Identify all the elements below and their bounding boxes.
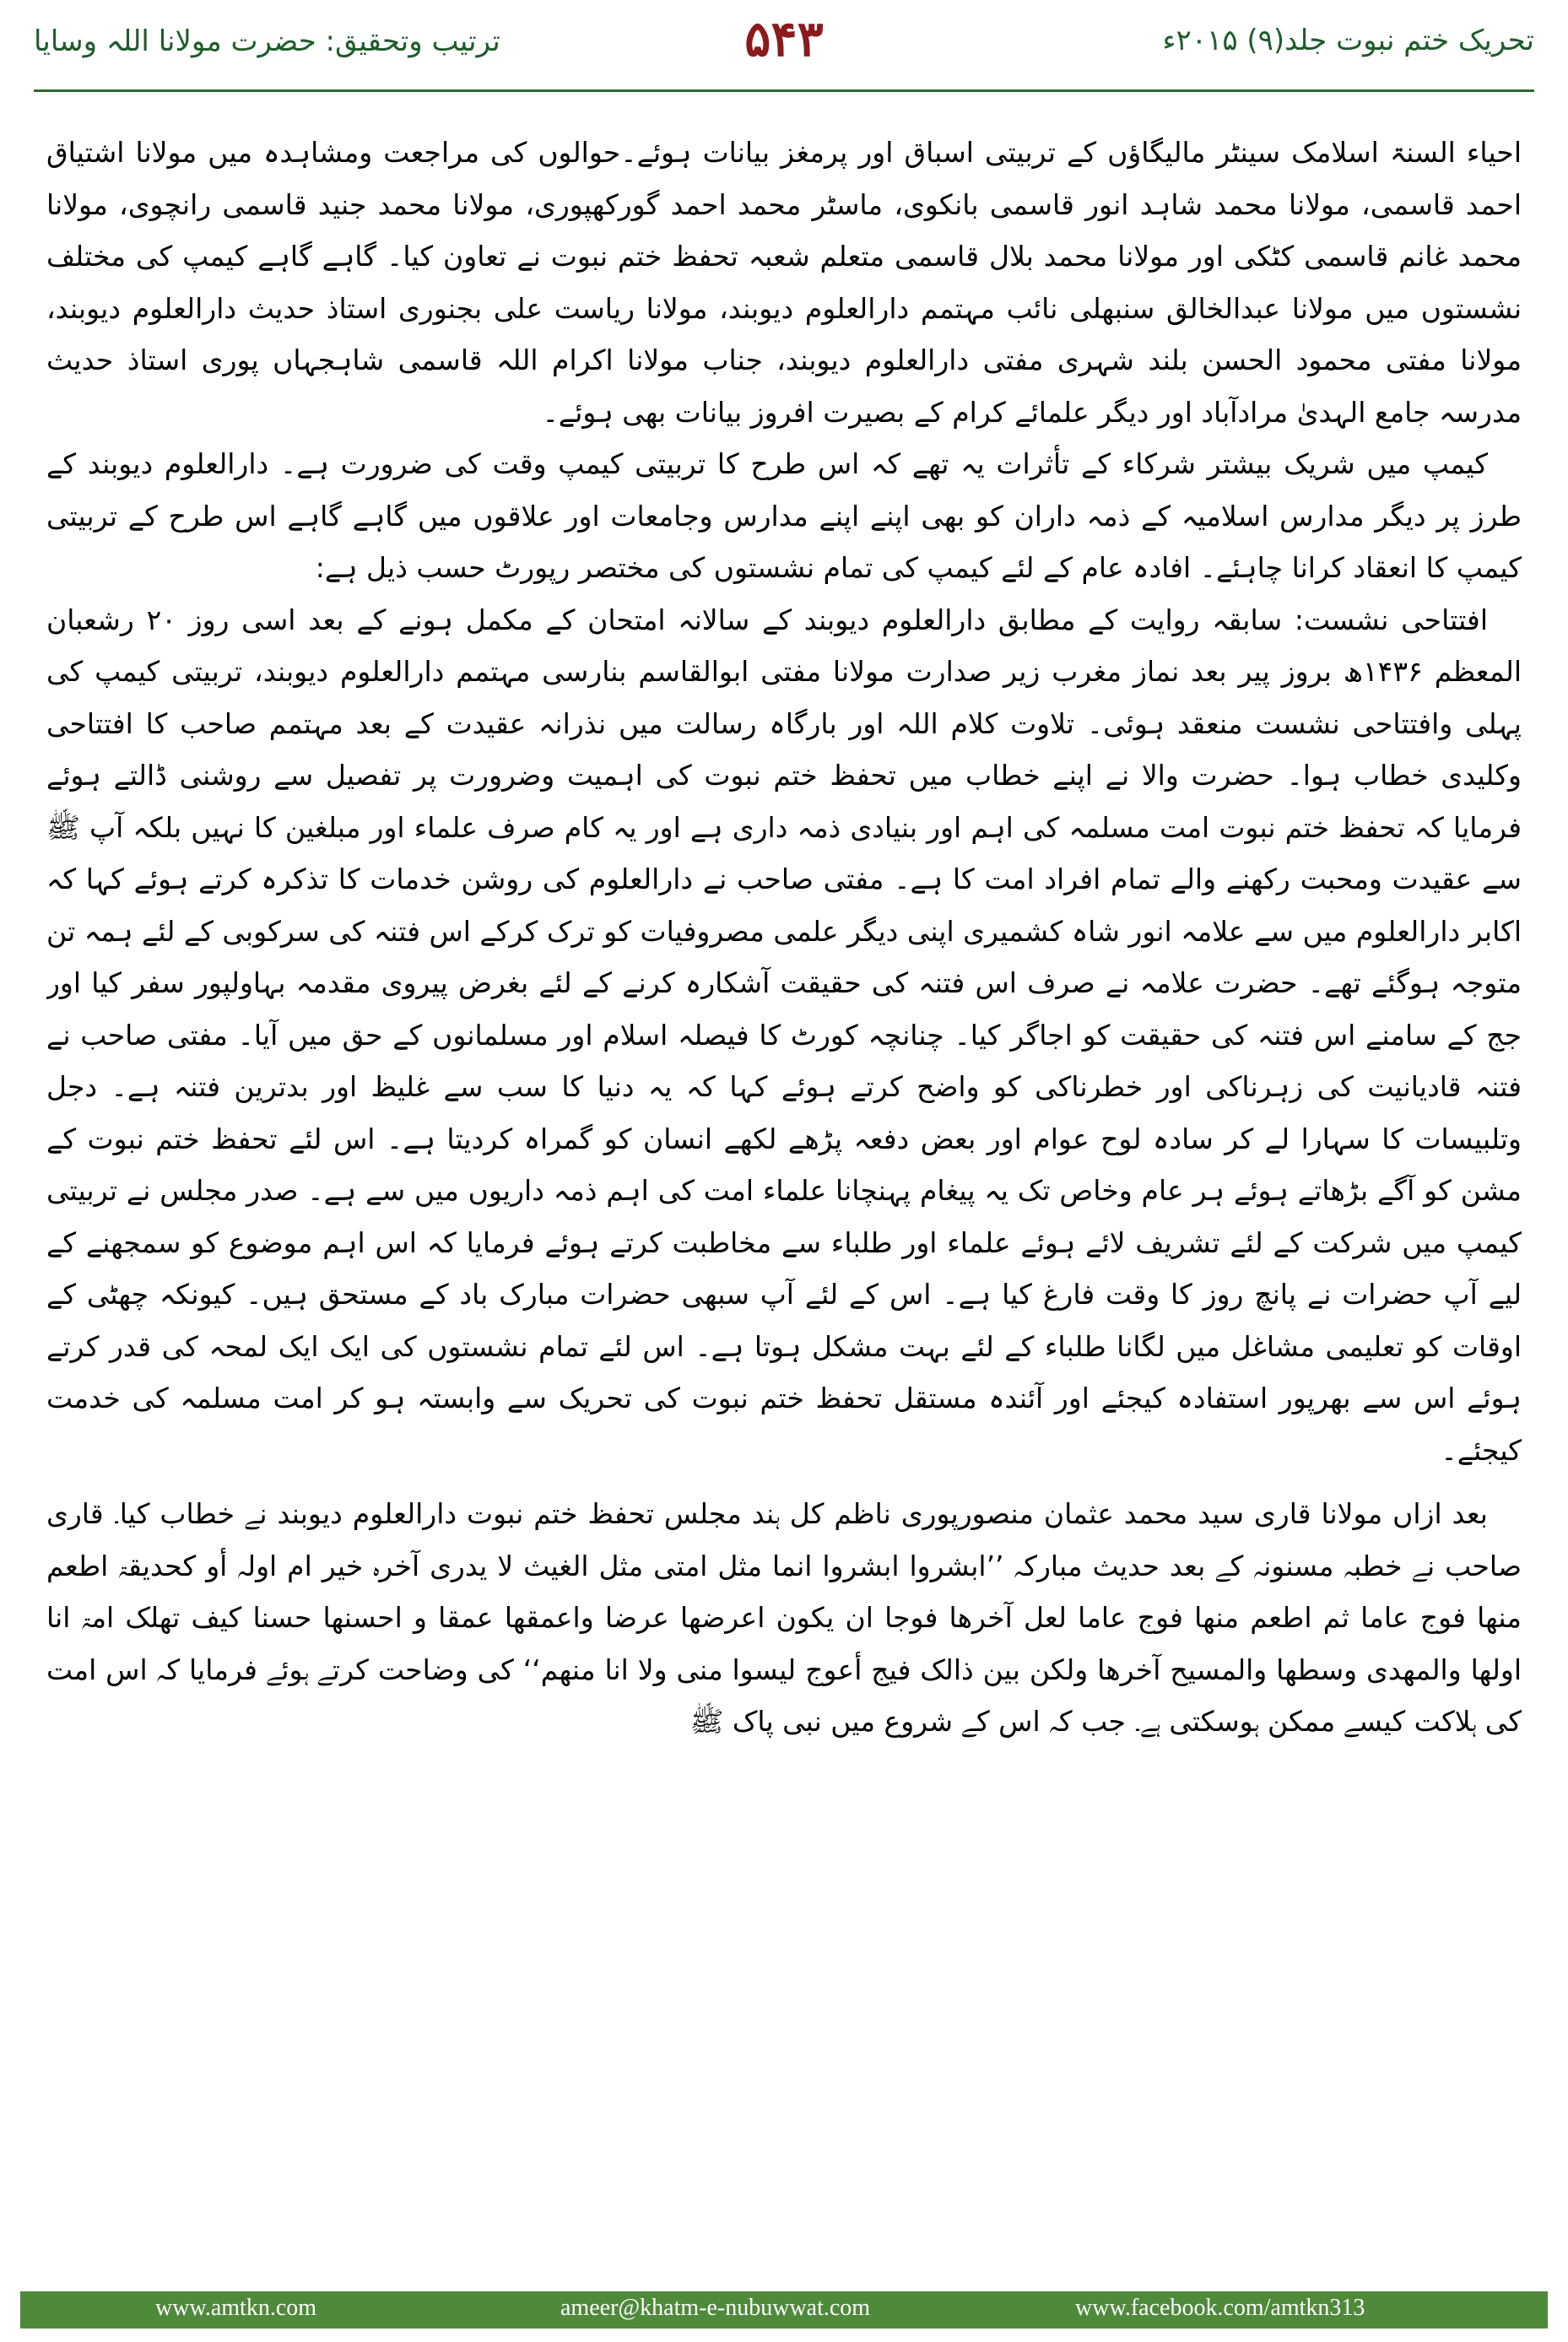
- paragraph-1: احیاء السنۃ اسلامک سینٹر مالیگاؤں کے تربیتی اسباق اور پرمغز بیانات ہوئے۔حوالوں کی مراجعت ومشاہدہ میں مولانا اشتیاق احمد قاسمی، مولانا محمد شاہد انور قاسمی بانکوی، ماسٹر محمد احمد گورکھپوری، مولانا محمد جنید قاسمی رانچوی، مولانا محمد غانم قاسمی کٹکی اور مولانا محمد بلال قاسمی متعلم شعبہ تحفظ ختم نبوت نے تعاون کیا۔ گاہے گاہے کیمپ کی مختلف نشستوں میں مولانا عبدالخالق سنبھلی نائب مہتمم دارالعلوم دیوبند، مولانا ریاست علی بجنوری استاذ حدیث دارالعلوم دیوبند، مولانا مفتی محمود الحسن بلند شہری مفتی دارالعلوم دیوبند، جناب مولانا اکرام اللہ قاسمی شاہجہاں پوری استاذ حدیث مدرسہ جامع الہدیٰ مرادآباد اور دیگر علمائے کرام کے بصیرت افروز بیانات بھی ہوئے۔: [46, 136, 1522, 429]
- page-footer: [20, 2291, 1548, 2328]
- paragraph-3: افتتاحی نشست: سابقہ روایت کے مطابق دارالعلوم دیوبند کے سالانہ امتحان کے مکمل ہونے کے بعد اسی روز ۲۰ رشعبان المعظم ۱۴۳۶ھ بروز پیر بعد نماز مغرب زیر صدارت مولانا مفتی ابوالقاسم بنارسی مہتمم دارالعلوم دیوبند، تربیتی کیمپ کی پہلی وافتتاحی نشست منعقد ہوئی۔ تلاوت کلام اللہ اور بارگاہ رسالت میں نذرانہ عقیدت کے بعد مہتمم صاحب کا افتتاحی وکلیدی خطاب ہوا۔ حضرت والا نے اپنے خطاب میں تحفظ ختم نبوت کی اہمیت وضرورت پر تفصیل سے روشنی ڈالتے ہوئے فرمایا کہ تحفظ ختم نبوت امت مسلمہ کی اہم اور بنیادی ذمہ داری ہے اور یہ کام صرف علماء اور مبلغین کا نہیں بلکہ آپ ﷺ سے عقیدت ومحبت رکھنے والے تمام افراد امت کا ہے۔ مفتی صاحب نے دارالعلوم کی روشن خدمات کا تذکرہ کرتے ہوئے کہا کہ اکابر دارالعلوم میں سے علامہ انور شاہ کشمیری اپنی دیگر علمی مصروفیات کو ترک کرکے اس فتنہ کی سرکوبی کے لئے ہمہ تن متوجہ ہوگئے تھے۔ حضرت علامہ نے صرف اس فتنہ کی حقیقت آشکارہ کرنے کے لئے بغرض پیروی مقدمہ بہاولپور سفر کیا اور جج کے سامنے اس فتنہ کی حقیقت کو اجاگر کیا۔ چنانچہ کورٹ کا فیصلہ اسلام اور مسلمانوں کے حق میں آیا۔ مفتی صاحب نے فتنہ قادیانیت کی زہرناکی اور خطرناکی کو واضح کرتے ہوئے کہا کہ یہ دنیا کا سب سے غلیظ اور بدترین فتنہ ہے۔ دجل وتلبیسات کا سہارا لے کر سادہ لوح عوام اور بعض دفعہ پڑھے لکھے انسان کو گمراہ کردیتا ہے۔ اس لئے تحفظ ختم نبوت کے مشن کو آگے بڑھاتے ہوئے ہر عام وخاص تک یہ پیغام پہنچانا علماء امت کی اہم ذمہ داریوں میں سے ہے۔ صدر مجلس نے تربیتی کیمپ میں شرکت کے لئے تشریف لائے ہوئے علماء اور طلباء سے مخاطبت کرتے ہوئے فرمایا کہ اس اہم موضوع کو سمجھنے کے لیے آپ حضرات نے پانچ روز کا وقت فارغ کیا ہے۔ اس کے لئے آپ سبھی حضرات مبارک باد کے مستحق ہیں۔ کیونکہ چھٹی کے اوقات کو تعلیمی مشاغل میں لگانا طلباء کے لئے بہت مشکل ہوتا ہے۔ اس لئے تمام نشستوں کی ایک ایک لمحہ کی قدر کرتے ہوئے اس سے بھرپور استفادہ کیجئے اور آئندہ مستقل تحفظ ختم نبوت کی تحریک سے وابستہ ہو کر امت مسلمہ کی خدمت کیجئے۔: [46, 603, 1522, 1467]
- page-body: [46, 127, 1522, 2262]
- page-header: [0, 0, 1568, 93]
- book-title: تحریک ختم نبوت جلد(۹) ۲۰۱۵ء: [1162, 24, 1534, 57]
- footer-email-link[interactable]: ameer@khatm-e-nubuwwat.com: [560, 2295, 871, 2321]
- paragraph-4: بعد ازاں مولانا قاری سید محمد عثمان منصورپوری ناظم کل ہند مجلس تحفظ ختم نبوت دارالعلوم دیوبند نے خطاب کیا۔ قاری صاحب نے خطبہ مسنونہ کے بعد حدیث مبارکہ ’’ابشروا ابشروا انما مثل امتی مثل الغیث لا یدری آخرہ خیر ام اولہ أو کحدیقۃ اطعم منھا فوج عاما ثم اطعم منھا فوج عاما لعل آخرھا فوجا ان یکون اعرضھا عرضا واعمقھا عمقا و احسنھا حسنا کیف تھلک امۃ انا اولھا والمھدی وسطھا والمسیح آخرھا ولکن بین ذالک فیج أعوج لیسوا منی ولا انا منھم‘‘ کی وضاحت کرتے ہوئے فرمایا کہ اس امت کی ہلاکت کیسے ممکن ہوسکتی ہے۔ جب کہ اس کے شروع میں نبی پاک ﷺ: [46, 1497, 1522, 1738]
- compiler-credit: ترتیب وتحقیق: حضرت مولانا اللہ وسایا: [34, 24, 500, 58]
- footer-facebook-link[interactable]: www.facebook.com/amtkn313: [1075, 2295, 1365, 2321]
- paragraph-2: کیمپ میں شریک بیشتر شرکاء کے تأثرات یہ تھے کہ اس طرح کا تربیتی کیمپ وقت کی ضرورت ہے۔ دارالعلوم دیوبند کے طرز پر دیگر مدارس اسلامیہ کے ذمہ داران کو بھی اپنے اپنے مدارس وجامعات اور علاقوں میں گاہے گاہے اس طرح کے تربیتی کیمپ کا انعقاد کرانا چاہئے۔ افادہ عام کے لئے کیمپ کی تمام نشستوں کی مختصر رپورٹ حسب ذیل ہے:: [46, 447, 1522, 584]
- page-number: ۵۴۳: [744, 10, 824, 68]
- footer-website-link[interactable]: www.amtkn.com: [155, 2295, 317, 2321]
- header-divider: [34, 89, 1534, 92]
